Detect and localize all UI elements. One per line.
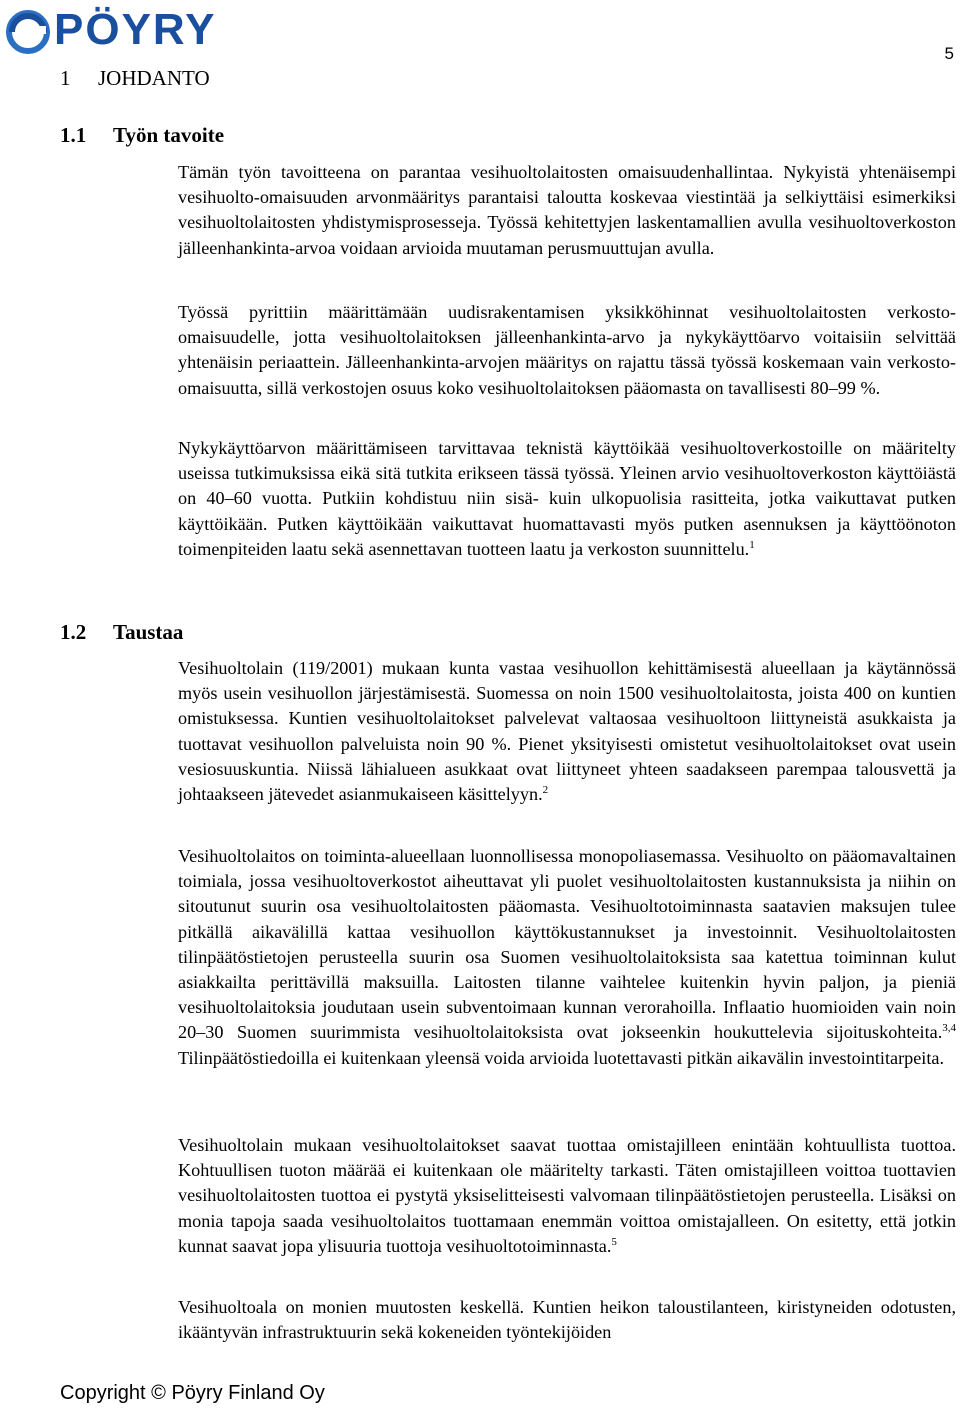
paragraph-7: Vesihuoltoala on monien muutosten keskellä. Kuntien heikon taloustilanteen, kiristyneiden odotusten, ikääntyvän infrastruktuurin sekä kokeneiden työntekijöiden bbox=[178, 1297, 956, 1343]
chapter-heading bbox=[60, 65, 210, 91]
section-number: 1.2 bbox=[60, 620, 87, 644]
paragraph-5 bbox=[178, 844, 956, 1071]
footnote-ref: 3,4 bbox=[942, 1022, 956, 1035]
footnote-ref: 1 bbox=[749, 538, 755, 551]
paragraph-1: Tämän työn tavoitteena on parantaa vesihuoltolaitosten omaisuudenhallintaa. Nykyistä yhtenäisempi vesihuolto-omaisuuden arvonmääritys parantaisi taloutta koskevaa viestintää ja selkiyttäisi esimerkiksi vesihuoltolaitosten yhdistymisprosesseja. Työssä kehitettyjen laskentamallien avulla vesihuoltoverkoston jälleenhankinta-arvoa voidaan arvioida muutaman perusmuuttujan avulla. bbox=[178, 162, 956, 258]
paragraph-5-text-b: Tilinpäätöstiedoilla ei kuitenkaan yleensä voida arvioida luotettavasti pitkän aikavälin investointitarpeita. bbox=[178, 1047, 945, 1068]
logo-text: PÖYRY bbox=[54, 5, 217, 54]
footer-copyright: Copyright © Pöyry Finland Oy bbox=[60, 1382, 325, 1404]
section-title: Työn tavoite bbox=[113, 123, 225, 147]
paragraph-4-text: Vesihuoltolain (119/2001) mukaan kunta vastaa vesihuollon kehittämisestä alueellaan ja käytännössä myös usein vesihuollon järjestämisestä. Suomessa on noin 1500 vesihuoltolaitosta, joista 400 on kuntien omistuksessa. Kuntien vesihuoltolaitokset palvelevat valtaosaa vesihuoltoon liittyneistä asukkaista ja tuottavat vesihuollon palveluista noin 90 %. Pienet yksityisesti omistetut vesihuoltolaitokset ovat usein vesiosuuskuntia. Niissä lähialueen asukkaat ovat liittyneet yhteen saadakseen parempaa talousvettä ja johtaakseen jätevedet asianmukaiseen käsittelyyn. bbox=[178, 658, 956, 805]
footnote-ref: 2 bbox=[542, 783, 549, 796]
logo-mark-icon bbox=[6, 10, 50, 54]
paragraph-6-text: Vesihuoltolain mukaan vesihuoltolaitokset saavat tuottaa omistajilleen enintään kohtuullista tuottoa. Kohtuullisen tuoton määrää ei kuitenkaan ole määritelty tarkasti. Täten omistajilleen voittoa tuottavien vesihuoltolaitosten tuottoa ei pystytä yksiselitteisesti valvomaan tilinpäätöstietojen perusteella. Lisäksi on monia tapoja saada vesihuoltolaitos tuottamaan enemmän voittoa omistajalleen. On esitetty, että jotkin kunnat saavat jopa ylisuuria tuottoja vesihuoltotoiminnasta. bbox=[178, 1135, 956, 1256]
section-number: 1.1 bbox=[60, 123, 87, 147]
paragraph-3 bbox=[178, 436, 956, 562]
paragraph-3-text: Nykykäyttöarvon määrittämiseen tarvittavaa teknistä käyttöikää vesihuoltoverkostoille on määritelty useissa tutkimuksissa eikä sitä tutkita erikseen tässä työssä. Yleinen arvio vesihuoltoverkoston käyttöiästä on 40–60 vuotta. Putkiin kohdistuu niin sisä- kuin ulkopuolisia rasitteita, jotka vaikuttavat putken käyttöikään. Putken käyttöikään vaikuttavat huomattavasti myös putken asennuksen ja käyttöönoton toimenpiteiden laatu sekä asennettavan tuotteen laatu ja verkoston suunnittelu. bbox=[178, 438, 956, 559]
chapter-number: 1 bbox=[60, 66, 71, 90]
paragraph-5-text-a: Vesihuoltolaitos on toiminta-alueellaan luonnollisessa monopoliasemassa. Vesihuolto on pääomavaltainen toimiala, jossa vesihuoltoverkostot aiheuttavat yli puolet vesihuoltolaitosten kustannuksista ja niihin on sitoutunut suurin osa vesihuoltolaitosten pääomasta. Vesihuoltotoiminnasta saatavien maksujen tulee pitkällä aikavälillä kattaa vesihuollon käyttökustannukset ja investoinnit. Vesihuoltolaitosten tilinpäätöstietojen perusteella suurin osa Suomen vesihuoltolaitoksista saa katettua toiminnan kulut asiakkailta perittävillä maksuilla. Laitosten tilanne vaihtelee kuitenkin hyvin paljon, ja pieniä vesihuoltolaitoksia joudutaan usein subventoimaan kunnan verorahoilla. Inflaatio huomioiden vain noin 20–30 Suomen suurimmista vesihuoltolaitoksista ovat jokseenkin houkuttelevia sijoituskohteita. bbox=[178, 846, 956, 1043]
section-heading-1-1 bbox=[60, 122, 224, 148]
paragraph-6 bbox=[178, 1133, 956, 1259]
section-heading-1-2 bbox=[60, 619, 183, 645]
company-logo bbox=[6, 5, 244, 54]
footnote-ref: 5 bbox=[611, 1235, 617, 1248]
paragraph-2: Työssä pyrittiin määrittämään uudisrakentamisen yksikköhinnat vesihuoltolaitosten verkosto-omaisuudelle, jotta vesihuoltolaitoksen jälleenhankinta-arvo ja nykykäyttöarvo voitaisiin selvittää yhtenäisin periaattein. Jälleenhankinta-arvojen määritys on rajattu tässä työssä koskemaan vain verkosto-omaisuutta, sillä verkostojen osuus koko vesihuoltolaitoksen pääomasta on tavallisesti 80–99 %. bbox=[178, 302, 956, 398]
section-title: Taustaa bbox=[113, 620, 184, 644]
paragraph-4 bbox=[178, 656, 956, 807]
chapter-title: JOHDANTO bbox=[98, 66, 210, 90]
page-number: 5 bbox=[944, 44, 954, 63]
